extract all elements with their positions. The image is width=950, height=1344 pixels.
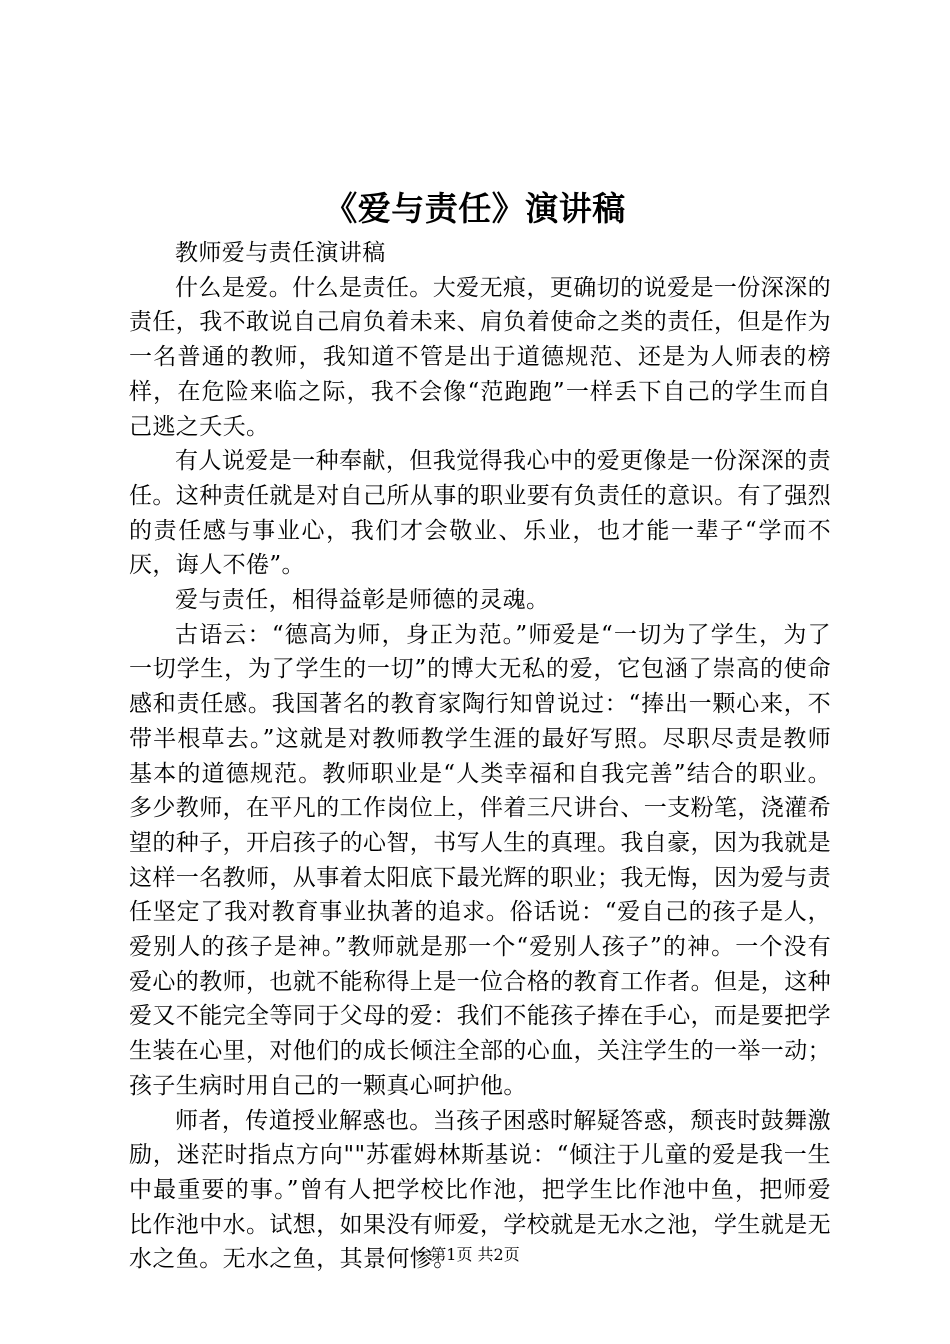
page-number-label: 第1页 共2页 [430,1245,520,1264]
paragraph: 什么是爱。什么是责任。大爱无痕，更确切的说爱是一份深深的责任，我不敢说自己肩负着未来、肩负着使命之类的责任，但是作为一名普通的教师，我知道不管是出于道德规范、还是为人师表的榜样，在危险来临之际，我不会像“范跑跑”一样丢下自己的学生而自己逃之夭夭。 [129,274,831,440]
paragraph: 古语云：“德高为师，身正为范。”师爱是“一切为了学生，为了一切学生，为了学生的一切”的博大无私的爱，它包涵了崇高的使命感和责任感。我国著名的教育家陶行知曾说过：“捧出一颗心来，不带半根草去。”这就是对教师教学生涯的最好写照。尽职尽责是教师基本的道德规范。教师职业是“人类幸福和自我完善”结合的职业。多少教师，在平凡的工作岗位上，伴着三尺讲台、一支粉笔，浇灌希望的种子，开启孩子的心智，书写人生的真理。我自豪，因为我就是这样一名教师，从事着太阳底下最光辉的职业；我无悔，因为爱与责任坚定了我对教育事业执著的追求。俗话说：“爱自己的孩子是人，爱别人的孩子是神。”教师就是那一个“爱别人孩子”的神。一个没有爱心的教师，也就不能称得上是一位合格的教育工作者。但是，这种爱又不能完全等同于父母的爱：我们不能孩子捧在手心，而是要把学生装在心里，对他们的成长倾注全部的心血，关注学生的一举一动；孩子生病时用自己的一颗真心呵护他。 [129,621,831,1099]
document-title: 《爱与责任》演讲稿 [324,189,626,228]
document-body [129,236,831,1277]
paragraph-subtitle: 教师爱与责任演讲稿 [175,240,386,266]
paragraph: 爱与责任，相得益彰是师德的灵魂。 [175,587,550,614]
paragraph: 有人说爱是一种奉献，但我觉得我心中的爱更像是一份深深的责任。这种责任就是对自己所从事的职业要有负责任的意识。有了强烈的责任感与事业心，我们才会敬业、乐业，也才能一辈子“学而不厌，诲人不倦”。 [129,448,831,579]
paragraph: 师者，传道授业解惑也。当孩子困惑时解疑答惑，颓丧时鼓舞激励，迷茫时指点方向""苏霍姆林斯基说：“倾注于儿童的爱是我一生中最重要的事。”曾有人把学校比作池，把学生比作池中鱼，把师爱比作池中水。试想，如果没有师爱，学校就是无水之池，学生就是无水之鱼。无水之鱼，其景何惨。 [129,1107,831,1273]
page-footer [0,1244,950,1266]
